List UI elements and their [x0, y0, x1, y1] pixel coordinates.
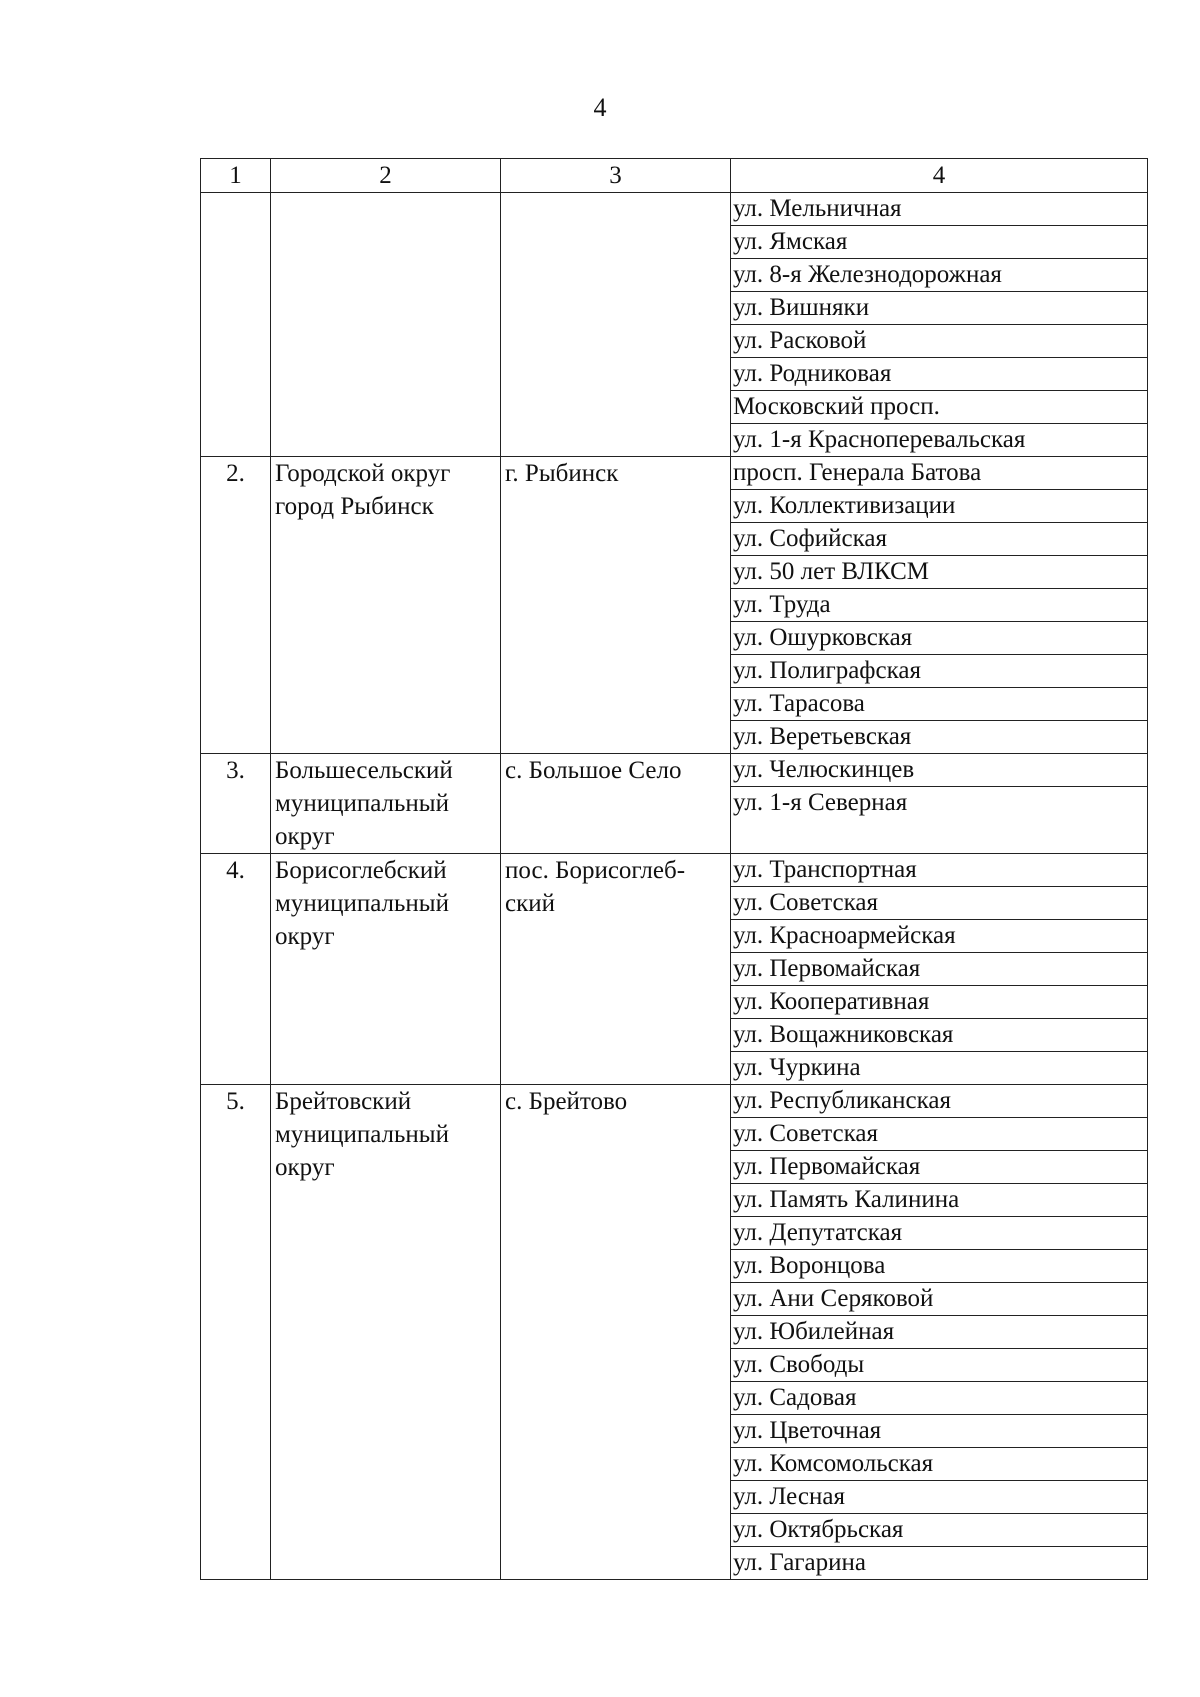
settlement-cell: [501, 193, 731, 457]
table-row: [201, 1085, 1148, 1580]
column-header: 1: [201, 159, 271, 193]
street-item: ул. 1-я Северная: [733, 789, 908, 816]
street-item: ул. Депутатская: [731, 1217, 1148, 1250]
street-item: ул. Гагарина: [733, 1549, 867, 1576]
column-header: 4: [731, 159, 1148, 193]
street-item: ул. Лесная: [731, 1481, 1148, 1514]
street-item: ул. Расковой: [731, 325, 1148, 358]
street-item: ул. Чуркина: [733, 1054, 861, 1081]
street-item: Московский просп.: [731, 391, 1148, 424]
settlement-cell: с. Брейтово: [501, 1085, 731, 1580]
street-item: ул. Вощажниковская: [731, 1019, 1148, 1052]
street-item: ул. 8-я Железнодорожная: [731, 259, 1148, 292]
street-item: ул. Юбилейная: [731, 1316, 1148, 1349]
row-number-cell: 2.: [201, 457, 271, 754]
street-item: ул. Республиканская: [731, 1085, 1148, 1118]
district-cell: Борисоглебский муниципальный округ: [271, 854, 501, 1085]
street-item: ул. Труда: [731, 589, 1148, 622]
street-item: ул. Ямская: [731, 226, 1148, 259]
streets-cell: [731, 457, 1148, 754]
settlement-cell: г. Рыбинск: [501, 457, 731, 754]
street-item: ул. Веретьевская: [733, 723, 912, 750]
street-item: ул. Первомайская: [731, 953, 1148, 986]
row-number-cell: 4.: [201, 854, 271, 1085]
page-number: 4: [593, 93, 607, 122]
settlement-cell: с. Большое Село: [501, 754, 731, 854]
streets-cell: [731, 754, 1148, 854]
districts-table: [200, 158, 1148, 1580]
table-row: [201, 193, 1148, 457]
street-item: ул. Свободы: [731, 1349, 1148, 1382]
street-item: ул. Воронцова: [731, 1250, 1148, 1283]
table-row: [201, 457, 1148, 754]
column-header: 3: [501, 159, 731, 193]
table-row: [201, 754, 1148, 854]
streets-cell: [731, 193, 1148, 457]
street-item: ул. Мельничная: [731, 193, 1148, 226]
street-item: ул. Советская: [731, 1118, 1148, 1151]
row-number-cell: [201, 193, 271, 457]
district-cell: [271, 193, 501, 457]
settlement-cell: пос. Борисоглеб-ский: [501, 854, 731, 1085]
street-item: ул. Ошурковская: [731, 622, 1148, 655]
street-item: ул. Кооперативная: [731, 986, 1148, 1019]
street-item: ул. Садовая: [731, 1382, 1148, 1415]
street-item: ул. Родниковая: [731, 358, 1148, 391]
street-item: ул. 50 лет ВЛКСМ: [731, 556, 1148, 589]
district-cell: Большесельский муниципальный округ: [271, 754, 501, 854]
column-header: 2: [271, 159, 501, 193]
street-item: ул. Челюскинцев: [731, 754, 1148, 787]
street-item: ул. 1-я Красноперевальская: [733, 426, 1026, 453]
table-row: [201, 854, 1148, 1085]
streets-cell: [731, 1085, 1148, 1580]
street-item: ул. Ани Серяковой: [731, 1283, 1148, 1316]
street-item: ул. Память Калинина: [731, 1184, 1148, 1217]
street-item: ул. Советская: [731, 887, 1148, 920]
district-cell: Городской округ город Рыбинск: [271, 457, 501, 754]
street-item: ул. Транспортная: [731, 854, 1148, 887]
row-number-cell: 3.: [201, 754, 271, 854]
streets-cell: [731, 854, 1148, 1085]
table-header-row: [201, 159, 1148, 193]
street-item: ул. Полиграфская: [731, 655, 1148, 688]
district-cell: Брейтовский муниципальный округ: [271, 1085, 501, 1580]
street-item: ул. Октябрьская: [731, 1514, 1148, 1547]
street-item: ул. Первомайская: [731, 1151, 1148, 1184]
street-item: ул. Красноармейская: [731, 920, 1148, 953]
street-item: ул. Цветочная: [731, 1415, 1148, 1448]
street-item: ул. Комсомольская: [731, 1448, 1148, 1481]
street-item: ул. Софийская: [731, 523, 1148, 556]
row-number-cell: 5.: [201, 1085, 271, 1580]
street-item: ул. Вишняки: [731, 292, 1148, 325]
street-item: ул. Тарасова: [731, 688, 1148, 721]
street-item: ул. Коллективизации: [731, 490, 1148, 523]
street-item: просп. Генерала Батова: [731, 457, 1148, 490]
